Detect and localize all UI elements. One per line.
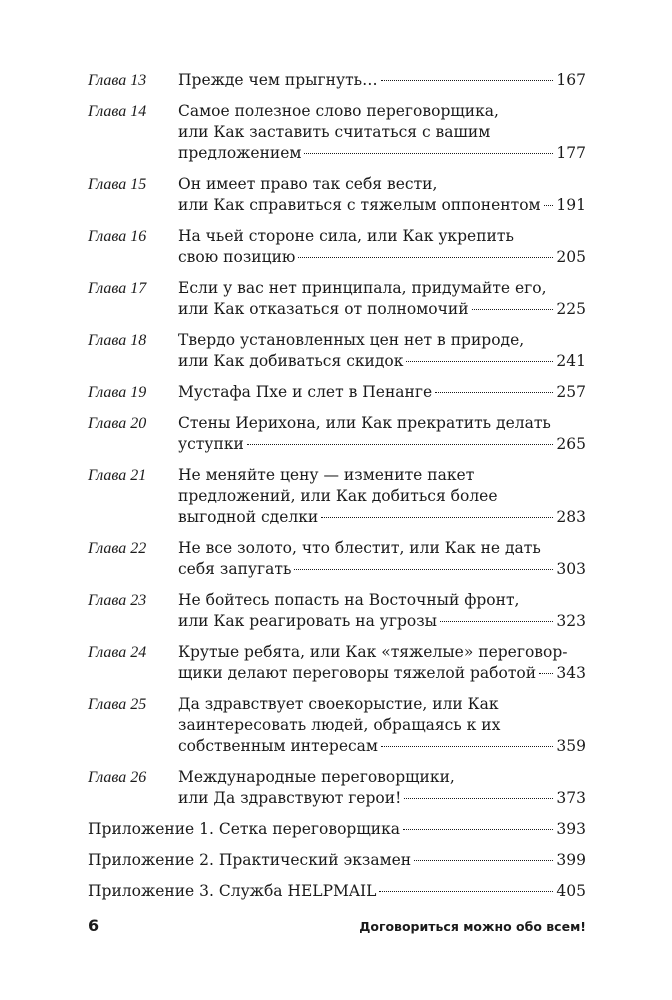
title-text: Международные переговорщики, (178, 768, 455, 786)
chapter-title (178, 642, 586, 684)
chapter-title (178, 382, 586, 403)
dot-leader (404, 798, 553, 799)
dot-leader (379, 891, 553, 892)
title-text: или Как отказаться от полномочий (178, 300, 469, 318)
chapter-label: Глава 20 (88, 415, 147, 432)
appendix-entry[interactable] (88, 819, 586, 840)
dot-leader (472, 309, 554, 310)
title-line (178, 559, 586, 580)
title-text: щики делают переговоры тяжелой работой (178, 664, 537, 682)
title-text: или Как добиваться скидок (178, 352, 404, 370)
appendix-title: Приложение 3. Служба HELPMAIL (88, 882, 377, 900)
title-line (178, 538, 586, 559)
title-line (178, 413, 586, 434)
dot-leader (321, 517, 553, 518)
title-line (178, 715, 586, 736)
title-line (88, 819, 586, 840)
dot-leader (440, 621, 553, 622)
appendix-title: Приложение 2. Практический экзамен (88, 851, 412, 869)
page-ref: 399 (556, 851, 586, 869)
title-text: Крутые ребята, или Как «тяжелые» переговор- (178, 643, 568, 661)
toc-entry[interactable] (88, 767, 586, 809)
chapter-label: Глава 18 (88, 332, 147, 349)
page-ref: 205 (556, 248, 586, 266)
title-text: Твердо установленных цен нет в природе, (178, 331, 525, 349)
page-number: 6 (88, 916, 100, 935)
dot-leader (298, 257, 553, 258)
chapter-label: Глава 21 (88, 467, 147, 484)
chapter-label: Глава 22 (88, 540, 147, 557)
page-ref: 405 (556, 882, 586, 900)
dot-leader (406, 361, 553, 362)
chapter-label: Глава 15 (88, 176, 147, 193)
title-text: Не меняйте цену — измените пакет (178, 466, 475, 484)
dot-leader (544, 205, 554, 206)
page-ref: 265 (556, 435, 586, 453)
chapter-list (88, 70, 586, 809)
toc-entry[interactable] (88, 174, 586, 216)
title-text: заинтересовать людей, обращаясь к их (178, 716, 501, 734)
chapter-title (178, 538, 586, 580)
title-line (178, 70, 586, 91)
chapter-title (178, 590, 586, 632)
title-line (178, 507, 586, 528)
title-text: свою позицию (178, 248, 296, 266)
title-line (178, 788, 586, 809)
title-text: Самое полезное слово переговорщика, (178, 102, 499, 120)
title-line (178, 465, 586, 486)
chapter-label: Глава 16 (88, 228, 147, 245)
title-line (178, 247, 586, 268)
title-line (178, 767, 586, 788)
title-line (178, 122, 586, 143)
appendix-entry[interactable] (88, 850, 586, 871)
toc-entry[interactable] (88, 278, 586, 320)
title-text: Если у вас нет принципала, придумайте его, (178, 279, 547, 297)
title-line (178, 101, 586, 122)
title-text: себя запугать (178, 560, 292, 578)
toc-entry[interactable] (88, 694, 586, 757)
title-text: Не все золото, что блестит, или Как не дать (178, 539, 541, 557)
page-ref: 283 (556, 508, 586, 526)
dot-leader (304, 153, 553, 154)
title-line (178, 299, 586, 320)
chapter-title (178, 174, 586, 216)
toc-entry[interactable] (88, 590, 586, 632)
chapter-label: Глава 17 (88, 280, 147, 297)
title-line (178, 143, 586, 164)
title-text: собственным интересам (178, 737, 378, 755)
title-text: или Да здравствуют герои! (178, 789, 402, 807)
title-line (178, 694, 586, 715)
page-ref: 225 (556, 300, 586, 318)
title-text: или Как справиться с тяжелым оппонентом (178, 196, 541, 214)
page-ref: 359 (556, 737, 586, 755)
title-text: уступки (178, 435, 244, 453)
table-of-contents (88, 70, 586, 912)
dot-leader (403, 829, 553, 830)
toc-entry[interactable] (88, 382, 586, 403)
page-ref: 323 (556, 612, 586, 630)
appendix-title: Приложение 1. Сетка переговорщика (88, 820, 401, 838)
title-line (178, 611, 586, 632)
title-text: предложением (178, 144, 302, 162)
page-ref: 177 (556, 144, 586, 162)
title-line (178, 330, 586, 351)
appendix-entry[interactable] (88, 881, 586, 902)
dot-leader (247, 444, 554, 445)
title-text: Прежде чем прыгнуть… (178, 71, 378, 89)
title-line (178, 736, 586, 757)
title-line (178, 663, 586, 684)
title-text: Стены Иерихона, или Как прекратить делать (178, 414, 551, 432)
title-text: Не бойтесь попасть на Восточный фронт, (178, 591, 520, 609)
chapter-label: Глава 19 (88, 384, 147, 401)
page-ref: 167 (556, 71, 586, 89)
title-line (178, 226, 586, 247)
page-ref: 191 (556, 196, 586, 214)
toc-entry[interactable] (88, 226, 586, 268)
toc-entry[interactable] (88, 101, 586, 164)
page-footer (88, 916, 586, 935)
toc-entry[interactable] (88, 465, 586, 528)
running-title: Договориться можно обо всем! (359, 919, 586, 934)
title-line (88, 881, 586, 902)
title-line (178, 382, 586, 403)
page-ref: 343 (556, 664, 586, 682)
title-line (178, 174, 586, 195)
chapter-title (178, 694, 586, 757)
page-ref: 373 (556, 789, 586, 807)
title-line (178, 486, 586, 507)
page-ref: 241 (556, 352, 586, 370)
toc-entry[interactable] (88, 70, 586, 91)
title-text: или Как реагировать на угрозы (178, 612, 438, 630)
title-text: предложений, или Как добиться более (178, 487, 498, 505)
toc-entry[interactable] (88, 538, 586, 580)
toc-entry[interactable] (88, 413, 586, 455)
chapter-title (178, 70, 586, 91)
chapter-label: Глава 26 (88, 769, 147, 786)
page-ref: 393 (556, 820, 586, 838)
title-line (88, 850, 586, 871)
page-ref: 257 (556, 383, 586, 401)
dot-leader (539, 673, 553, 674)
chapter-title (178, 413, 586, 455)
title-line (178, 642, 586, 663)
title-line (178, 278, 586, 299)
chapter-label: Глава 24 (88, 644, 147, 661)
chapter-title (178, 226, 586, 268)
title-line (178, 590, 586, 611)
chapter-title (178, 767, 586, 809)
chapter-label: Глава 25 (88, 696, 147, 713)
chapter-title (178, 465, 586, 528)
chapter-title (178, 278, 586, 320)
title-text: Он имеет право так себя вести, (178, 175, 438, 193)
chapter-label: Глава 23 (88, 592, 147, 609)
dot-leader (381, 746, 553, 747)
title-text: Мустафа Пхе и слет в Пенанге (178, 383, 433, 401)
chapter-title (178, 101, 586, 164)
title-text: выгодной сделки (178, 508, 319, 526)
title-text: На чьей стороне сила, или Как укрепить (178, 227, 514, 245)
toc-entry[interactable] (88, 330, 586, 372)
toc-entry[interactable] (88, 642, 586, 684)
chapter-title (178, 330, 586, 372)
title-text: или Как заставить считаться с вашим (178, 123, 491, 141)
chapter-label: Глава 13 (88, 72, 147, 89)
dot-leader (294, 569, 553, 570)
page-ref: 303 (556, 560, 586, 578)
appendix-list (88, 819, 586, 902)
dot-leader (414, 860, 553, 861)
chapter-label: Глава 14 (88, 103, 147, 120)
dot-leader (435, 392, 553, 393)
dot-leader (381, 80, 554, 81)
title-line (178, 195, 586, 216)
title-text: Да здравствует своекорыстие, или Как (178, 695, 499, 713)
title-line (178, 351, 586, 372)
title-line (178, 434, 586, 455)
